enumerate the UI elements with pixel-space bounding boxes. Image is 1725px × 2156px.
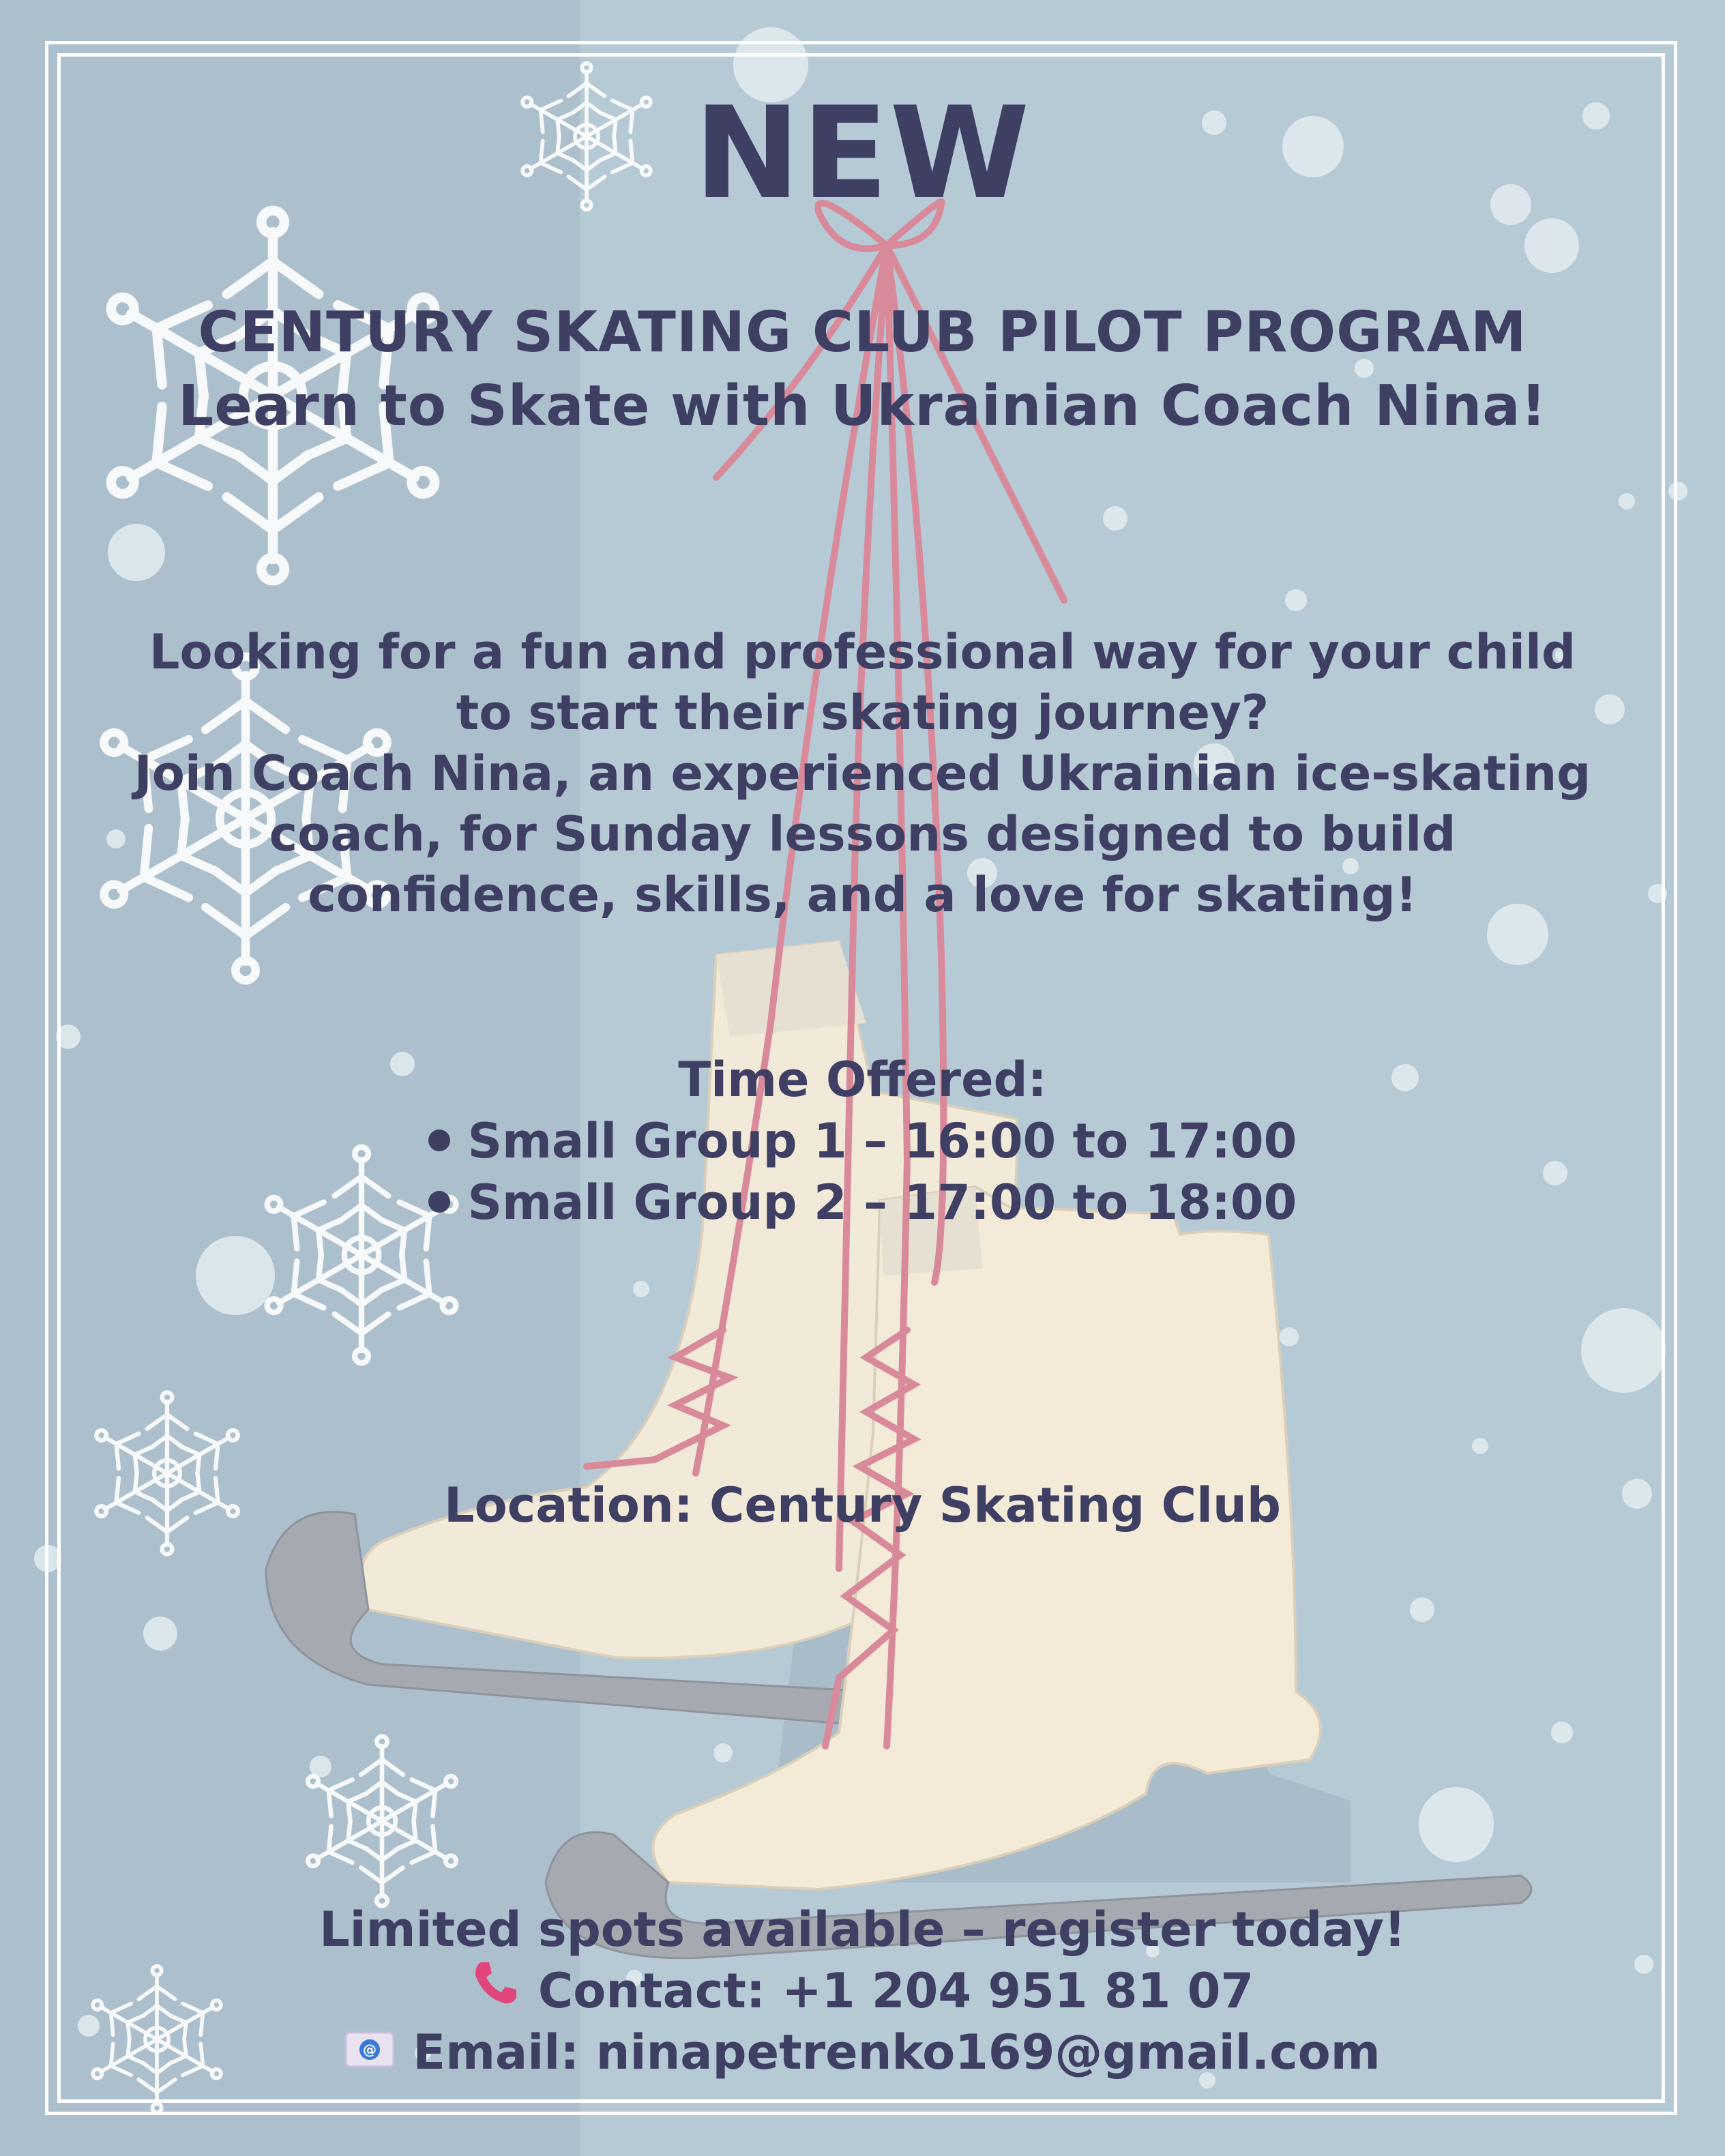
email-address-text[interactable]: Email: ninapetrenko169@gmail.com [413, 2024, 1381, 2080]
intro-paragraph [0, 622, 1725, 926]
intro-line: to start their skating journey? [456, 685, 1269, 741]
bullet-icon [428, 1129, 450, 1151]
email-line [0, 2022, 1725, 2086]
phone-icon [471, 1958, 520, 2022]
time-slot-text: Small Group 2 – 17:00 to 18:00 [467, 1175, 1297, 1230]
intro-line: Join Coach Nina, an experienced Ukrainian ice-skating [134, 745, 1591, 801]
time-slot-list [0, 1110, 1725, 1233]
bullet-icon [428, 1191, 450, 1213]
email-icon [344, 2021, 395, 2082]
time-slot-item [0, 1110, 1725, 1172]
time-heading: Time Offered: [678, 1052, 1047, 1108]
program-title: CENTURY SKATING CLUB PILOT PROGRAM [198, 300, 1527, 365]
intro-line: confidence, skills, and a love for skating! [308, 867, 1417, 923]
time-slot-text: Small Group 1 – 16:00 to 17:00 [467, 1113, 1297, 1169]
headline: NEW [694, 79, 1031, 227]
svg-text:@: @ [363, 2041, 377, 2058]
contact-phone-text[interactable]: Contact: +1 204 951 81 07 [537, 1963, 1254, 2019]
contact-line [0, 1960, 1725, 2026]
intro-line: Looking for a fun and professional way for your child [149, 624, 1576, 680]
subtitle: Learn to Skate with Ukrainian Coach Nina! [178, 374, 1547, 439]
intro-line: coach, for Sunday lessons designed to build [269, 806, 1456, 862]
location-text: Location: Century Skating Club [444, 1477, 1281, 1533]
time-slot-item [0, 1172, 1725, 1233]
limited-spots-text: Limited spots available – register today! [319, 1902, 1406, 1958]
